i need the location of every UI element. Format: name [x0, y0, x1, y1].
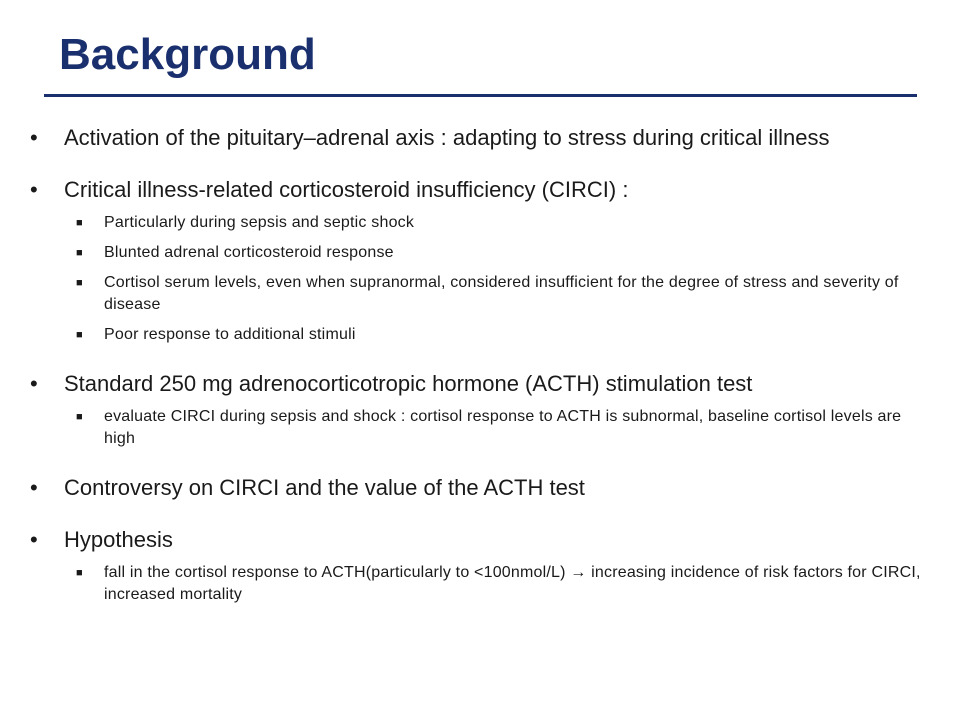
- bullet-item: [30, 474, 935, 502]
- sub-bullet-text: Poor response to additional stimuli: [104, 326, 356, 343]
- bullet-icon: •: [30, 177, 38, 202]
- bullet-icon: •: [30, 371, 38, 396]
- sub-bullet-item: [30, 212, 935, 234]
- title-divider: [44, 94, 917, 97]
- sub-bullet-item: [30, 272, 935, 316]
- square-bullet-icon: ■: [76, 411, 83, 423]
- bullet-item: [30, 370, 935, 398]
- bullet-text: Critical illness-related corticosteroid insufficiency (CIRCI) :: [64, 177, 629, 202]
- slide-content: [30, 124, 935, 606]
- bullet-text: Activation of the pituitary–adrenal axis : adapting to stress during critical illness: [64, 125, 830, 150]
- sub-bullet-text: fall in the cortisol response to ACTH(particularly to <100nmol/L) → increasing incidence of risk factors for CIRCI, increased mortality: [104, 564, 921, 603]
- slide-title: Background: [59, 30, 316, 79]
- bullet-text: Standard 250 mg adrenocorticotropic hormone (ACTH) stimulation test: [64, 371, 753, 396]
- bullet-item: [30, 526, 935, 554]
- bullet-icon: •: [30, 475, 38, 500]
- sub-bullet-item: [30, 324, 935, 346]
- square-bullet-icon: ■: [76, 277, 83, 289]
- bullet-text: Controversy on CIRCI and the value of the ACTH test: [64, 475, 585, 500]
- sub-bullet-text: Cortisol serum levels, even when supranormal, considered insufficient for the degree of stress and severity of disease: [104, 274, 899, 313]
- sub-bullet-item: [30, 562, 935, 606]
- bullet-item: [30, 176, 935, 204]
- bullet-icon: •: [30, 527, 38, 552]
- sub-bullet-text: evaluate CIRCI during sepsis and shock : cortisol response to ACTH is subnormal, baseline cortisol levels are high: [104, 408, 902, 447]
- sub-bullet-text: Particularly during sepsis and septic shock: [104, 214, 415, 231]
- square-bullet-icon: ■: [76, 247, 83, 259]
- square-bullet-icon: ■: [76, 567, 83, 579]
- sub-bullet-item: [30, 406, 935, 450]
- bullet-item: [30, 124, 935, 152]
- bullet-icon: •: [30, 125, 38, 150]
- square-bullet-icon: ■: [76, 217, 83, 229]
- sub-bullet-text: Blunted adrenal corticosteroid response: [104, 244, 394, 261]
- sub-bullet-item: [30, 242, 935, 264]
- bullet-text: Hypothesis: [64, 527, 173, 552]
- square-bullet-icon: ■: [76, 329, 83, 341]
